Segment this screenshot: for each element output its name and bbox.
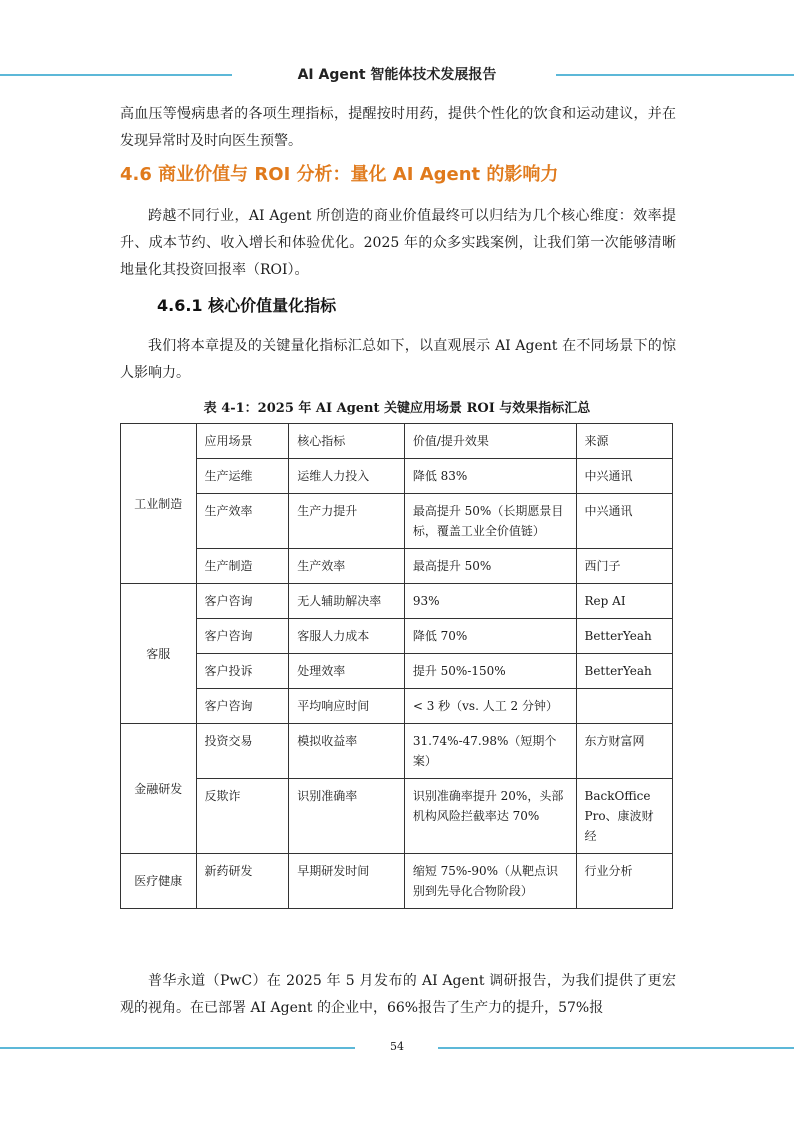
table-cell: 中兴通讯 [576, 459, 672, 494]
table-cell: 降低 83% [404, 459, 576, 494]
table-cell: 客户投诉 [196, 654, 289, 689]
table-row [121, 724, 673, 779]
table-cell: 早期研发时间 [289, 854, 405, 909]
table-row [121, 689, 673, 724]
column-header: 核心指标 [289, 424, 405, 459]
table-cell: 平均响应时间 [289, 689, 405, 724]
table-cell: 识别准确率 [289, 779, 405, 854]
section-heading: 4.6 商业价值与 ROI 分析：量化 AI Agent 的影响力 [120, 164, 559, 185]
table-cell: 运维人力投入 [289, 459, 405, 494]
table-row [121, 584, 673, 619]
section-paragraph: 跨越不同行业，AI Agent 所创造的商业价值最终可以归结为几个核心维度：效率提升、成本节约、收入增长和体验优化。2025 年的众多实践案例，让我们第一次能够清晰地量化其投资回报率（ROI）。 [120, 208, 676, 278]
subsection-heading: 4.6.1 核心价值量化指标 [157, 296, 337, 315]
table-cell: 行业分析 [576, 854, 672, 909]
group-cell: 医疗健康 [121, 854, 197, 909]
table-cell: 识别准确率提升 20%，头部机构风险拦截率达 70% [404, 779, 576, 854]
table-row [121, 854, 673, 909]
table-cell: 生产制造 [196, 549, 289, 584]
table-cell: 处理效率 [289, 654, 405, 689]
table-cell: 东方财富网 [576, 724, 672, 779]
table-cell [576, 689, 672, 724]
column-header: 来源 [576, 424, 672, 459]
table-row [121, 459, 673, 494]
subsection-paragraph: 我们将本章提及的关键量化指标汇总如下，以直观展示 AI Agent 在不同场景下的惊人影响力。 [120, 338, 676, 381]
table-row [121, 654, 673, 689]
table-row [121, 779, 673, 854]
table-cell: BetterYeah [576, 654, 672, 689]
table-cell: 投资交易 [196, 724, 289, 779]
table-cell: 中兴通讯 [576, 494, 672, 549]
table-cell: 生产效率 [196, 494, 289, 549]
table-cell: 无人辅助解决率 [289, 584, 405, 619]
table-cell: 最高提升 50% [404, 549, 576, 584]
footer-rule-right [438, 1047, 794, 1049]
table-cell: 生产运维 [196, 459, 289, 494]
table-cell: 反欺诈 [196, 779, 289, 854]
table-cell: 西门子 [576, 549, 672, 584]
table-cell: BetterYeah [576, 619, 672, 654]
table-cell: BackOffice Pro、康波财经 [576, 779, 672, 854]
table-cell: 客户咨询 [196, 689, 289, 724]
table-cell: 客户咨询 [196, 619, 289, 654]
table-cell: 客户咨询 [196, 584, 289, 619]
table-row [121, 619, 673, 654]
table-cell: 新药研发 [196, 854, 289, 909]
closing-paragraph: 普华永道（PwC）在 2025 年 5 月发布的 AI Agent 调研报告，为我们提供了更宏观的视角。在已部署 AI Agent 的企业中，66%报告了生产力的提升，57%报 [120, 973, 676, 1016]
group-cell: 工业制造 [121, 424, 197, 584]
table-cell: 模拟收益率 [289, 724, 405, 779]
column-header: 价值/提升效果 [404, 424, 576, 459]
table-cell: 生产效率 [289, 549, 405, 584]
table-header-row [121, 424, 673, 459]
roi-metrics-table [120, 423, 673, 909]
table-cell: 提升 50%-150% [404, 654, 576, 689]
table-cell: 客服人力成本 [289, 619, 405, 654]
table-cell: 降低 70% [404, 619, 576, 654]
table-cell: 31.74%-47.98%（短期个案） [404, 724, 576, 779]
running-header-title: AI Agent 智能体技术发展报告 [297, 67, 497, 83]
table-cell: 生产力提升 [289, 494, 405, 549]
table-cell: 最高提升 50%（长期愿景目标，覆盖工业全价值链） [404, 494, 576, 549]
group-cell: 金融研发 [121, 724, 197, 854]
table-cell: < 3 秒（vs. 人工 2 分钟） [404, 689, 576, 724]
column-header: 应用场景 [196, 424, 289, 459]
table-cell: 缩短 75%-90%（从靶点识别到先导化合物阶段） [404, 854, 576, 909]
page-number: 54 [390, 1040, 404, 1053]
intro-paragraph: 高血压等慢病患者的各项生理指标，提醒按时用药，提供个性化的饮食和运动建议，并在发现异常时及时向医生预警。 [120, 106, 676, 149]
table-row [121, 549, 673, 584]
header-rule-right [556, 74, 794, 76]
table-row [121, 494, 673, 549]
table-cell: 93% [404, 584, 576, 619]
table-cell: Rep AI [576, 584, 672, 619]
table-caption: 表 4-1：2025 年 AI Agent 关键应用场景 ROI 与效果指标汇总 [203, 401, 591, 416]
group-cell: 客服 [121, 584, 197, 724]
